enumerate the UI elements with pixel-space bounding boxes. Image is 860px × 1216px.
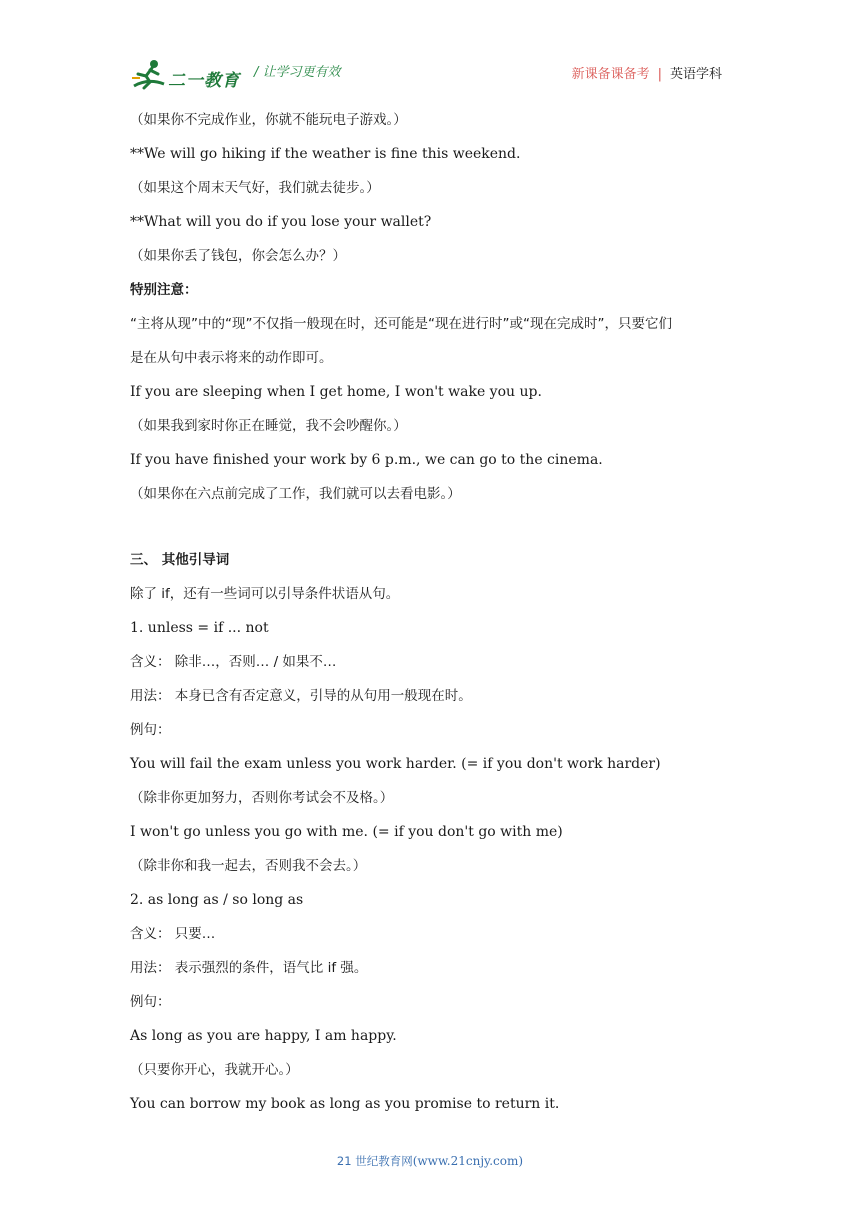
footer-url: (www.21cnjy.com): [412, 1154, 524, 1168]
text-line: If you are sleeping when I get home, I won't wake you up.: [130, 384, 542, 400]
text-line: 1. unless = if ... not: [130, 620, 269, 636]
text-line: 2. as long as / so long as: [130, 892, 304, 908]
text-line: 例句：: [130, 722, 171, 738]
text-line: 用法： 本身已含有否定意义，引导的从句用一般现在时。: [130, 688, 472, 704]
text-line: （除非你更加努力，否则你考试会不及格。）: [130, 790, 394, 806]
text-line: You will fail the exam unless you work harder. (= if you don't work harder): [130, 756, 661, 772]
subject-label: [572, 63, 722, 82]
text-line: （除非你和我一起去，否则我不会去。）: [130, 858, 367, 874]
text-line: （如果我到家时你正在睡觉，我不会吵醒你。）: [130, 418, 407, 434]
text-line: （如果你不完成作业，你就不能玩电子游戏。）: [130, 112, 407, 128]
runner-logo-icon: [130, 58, 168, 92]
text-line: （如果你丢了钱包，你会怎么办？）: [130, 248, 346, 264]
subject-separator: |: [657, 67, 662, 82]
section-heading: 三、 其他引导词: [130, 552, 230, 568]
footer-site-name: 21 世纪教育网: [336, 1154, 413, 1168]
text-line: 用法： 表示强烈的条件，语气比 if 强。: [130, 960, 368, 976]
text-line: 含义： 除非…，否则… / 如果不…: [130, 654, 337, 670]
text-line: You can borrow my book as long as you promise to return it.: [130, 1096, 560, 1112]
text-line: **What will you do if you lose your wallet?: [130, 214, 432, 230]
page-footer: [0, 1153, 860, 1169]
text-line: 含义： 只要…: [130, 926, 216, 942]
text-line: 是在从句中表示将来的动作即可。: [130, 350, 333, 366]
text-line: I won't go unless you go with me. (= if you don't go with me): [130, 824, 563, 840]
page-header: [130, 52, 730, 92]
text-line: （如果这个周末天气好，我们就去徒步。）: [130, 180, 380, 196]
text-line: 除了 if，还有一些词可以引导条件状语从句。: [130, 586, 400, 602]
logo-text: 二一教育: [168, 71, 240, 91]
slogan: / 让学习更有效: [254, 65, 341, 80]
section-heading: 特别注意：: [130, 282, 198, 298]
logo: [130, 58, 246, 92]
subject-left: 新课备课备考: [571, 67, 650, 82]
text-line: （如果你在六点前完成了工作，我们就可以去看电影。）: [130, 486, 461, 502]
subject-right: 英语学科: [669, 67, 722, 82]
text-line: If you have finished your work by 6 p.m., we can go to the cinema.: [130, 452, 603, 468]
text-line: As long as you are happy, I am happy.: [130, 1028, 397, 1044]
text-line: （只要你开心，我就开心。）: [130, 1062, 299, 1078]
text-line: “主将从现”中的“现”不仅指一般现在时，还可能是“现在进行时”或“现在完成时”，只要它们: [130, 316, 672, 332]
text-line: **We will go hiking if the weather is fine this weekend.: [130, 146, 521, 162]
text-line: 例句：: [130, 994, 171, 1010]
